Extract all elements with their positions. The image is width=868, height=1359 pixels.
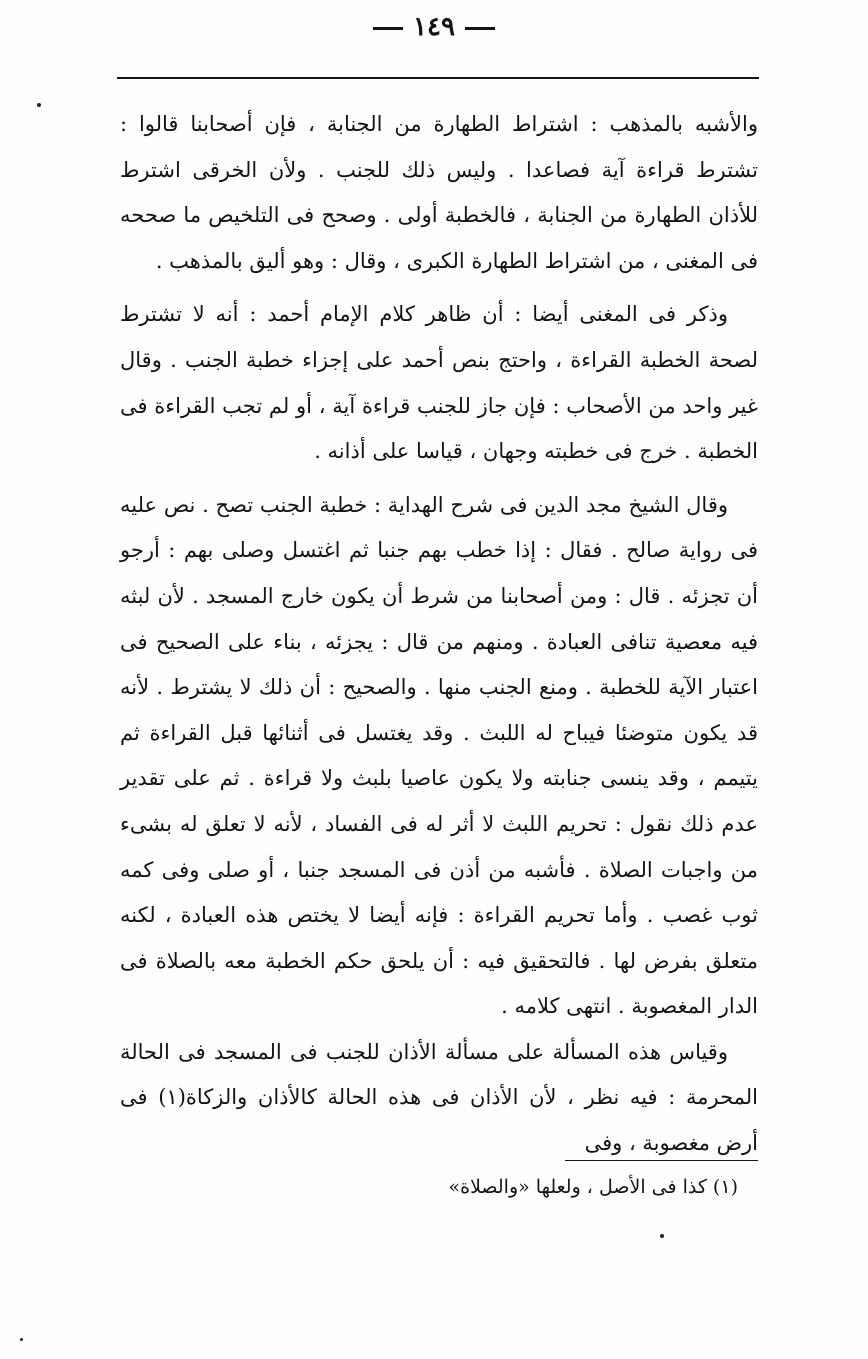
page-number-dash-left bbox=[373, 27, 403, 30]
paragraph-3: وقال الشيخ مجد الدين فى شرح الهداية : خطبة الجنب تصح . نص عليه فى رواية صالح . فقال : إذا خطب بهم جنبا ثم اغتسل وصلى بهم : أرجو أن تجزئه . قال : ومن أصحابنا من شرط أن يكون خارج المسجد . لأن لبثه فيه معصية تنافى العبادة . ومنهم من قال : يجزئه ، بناء على الصحيح فى اعتبار الآية للخطبة . ومنع الجنب منها . والصحيح : أن ذلك لا يشترط . لأنه قد يكون متوضئا فيباح له اللبث . وقد يغتسل فى أثنائها قبل القراءة ثم يتيمم ، وقد ينسى جنابته ولا يكون عاصيا بلبث ولا قراءة . ثم على تقدير عدم ذلك نقول : تحريم اللبث لا أثر له فى الفساد ، لأنه لا تعلق له بشىء من واجبات الصلاة . فأشبه من أذن فى المسجد جنبا ، أو صلى وفى كمه ثوب غصب . وأما تحريم القراءة : فإنه أيضا لا يختص هذه العبادة ، لكنه متعلق بفرض لها . فالتحقيق فيه : أن يلحق حكم الخطبة معه بالصلاة فى الدار المغصوبة . انتهى كلامه . bbox=[120, 492, 758, 1019]
paper-speck bbox=[660, 1234, 664, 1238]
footnote-rule bbox=[565, 1160, 758, 1161]
paragraph-1: والأشبه بالمذهب : اشتراط الطهارة من الجنابة ، فإن أصحابنا قالوا : تشترط قراءة آية فصاعدا . وليس ذلك للجنب . ولأن الخرقى اشترط للأذان الطهارة من الجنابة ، فالخطبة أولى . وصحح فى التلخيص ما صححه فى المغنى ، من اشتراط الطهارة الكبرى ، وقال : وهو أليق بالمذهب . bbox=[120, 112, 758, 273]
page-number-dash-right bbox=[465, 27, 495, 30]
paper-speck bbox=[37, 103, 41, 107]
paragraph-2: وذكر فى المغنى أيضا : أن ظاهر كلام الإمام أحمد : أنه لا تشترط لصحة الخطبة القراءة ، واحتج بنص أحمد على إجزاء خطبة الجنب . وقال غير واحد من الأصحاب : فإن جاز للجنب قراءة آية ، أو لم تجب القراءة فى الخطبة . خرج فى خطبته وجهان ، قياسا على أذانه . bbox=[120, 302, 758, 464]
page-number-text: ١٤٩ bbox=[413, 12, 455, 42]
page-number bbox=[0, 12, 868, 42]
body-text bbox=[120, 102, 758, 1167]
header-rule bbox=[117, 77, 759, 79]
paper-speck bbox=[20, 1338, 23, 1341]
footnote: (١) كذا فى الأصل ، ولعلها «والصلاة» bbox=[448, 1176, 738, 1198]
paragraph-4: وقياس هذه المسألة على مسألة الأذان للجنب فى المسجد فى الحالة المحرمة : فيه نظر ، لأن الأذان فى هذه الحالة كالأذان والزكاة(١) فى أرض مغصوبة ، وفى bbox=[120, 1039, 758, 1156]
